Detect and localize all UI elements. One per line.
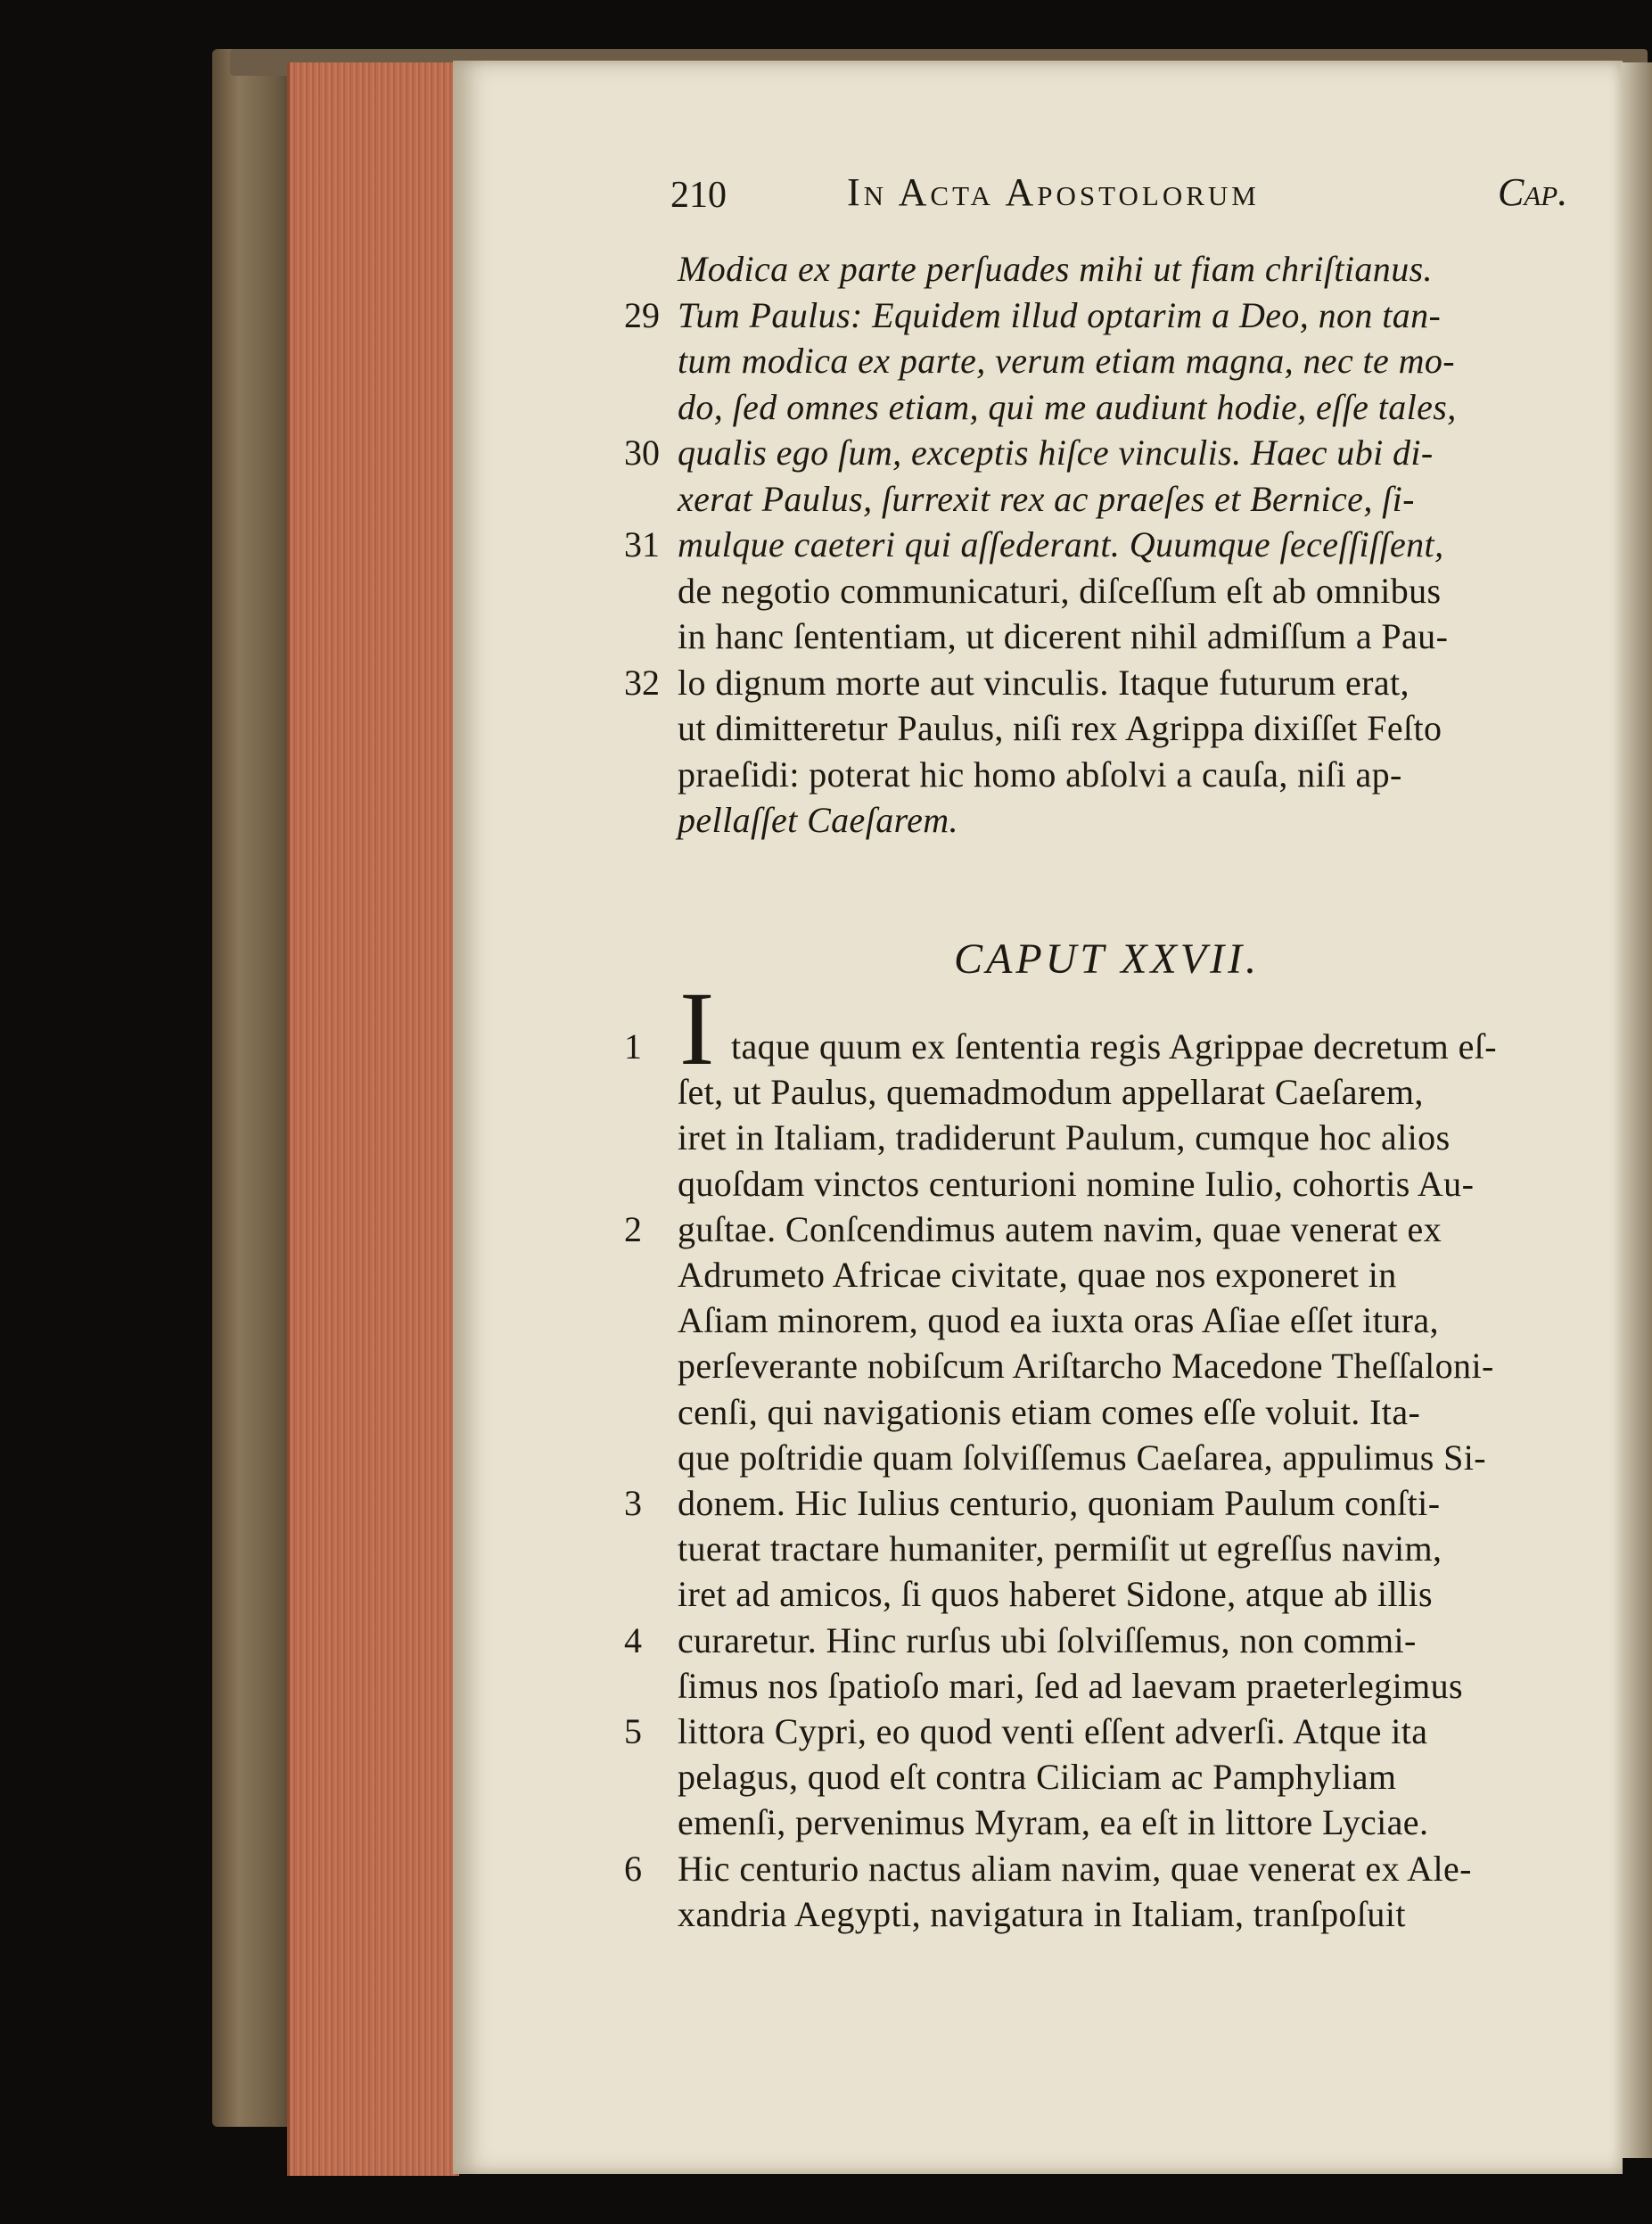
verse-number: 30 — [624, 432, 660, 473]
verse-number: 5 — [624, 1711, 642, 1751]
drop-cap: I — [679, 970, 715, 1087]
text-line: Adrumeto Africae civitate, quae nos exponeret in — [678, 1255, 1397, 1295]
verse-number: 2 — [624, 1208, 642, 1249]
text-line: taque quum ex ſententia regis Agrippae decretum eſ- — [731, 1026, 1497, 1067]
text-line: donem. Hic Iulius centurio, quoniam Paulum conſti- — [678, 1483, 1441, 1523]
text-line: in hanc ſententiam, ut dicerent nihil admiſſum a Pau- — [678, 616, 1449, 656]
text-line: qualis ego ſum, exceptis hiſce vinculis. Haec ubi di- — [678, 432, 1434, 473]
verse-number: 32 — [624, 662, 660, 703]
text-line: cenſi, qui navigationis etiam comes eſſe voluit. Ita- — [678, 1391, 1421, 1432]
text-line: praeſidi: poterat hic homo abſolvi a cauſa, niſi ap- — [678, 754, 1402, 795]
text-line: emenſi, pervenimus Myram, ea eſt in littore Lyciae. — [678, 1802, 1429, 1843]
text-line: pellaſſet Caeſarem. — [678, 800, 958, 840]
text-line: curaretur. Hinc rurſus ubi ſolviſſemus, non commi- — [678, 1619, 1417, 1660]
text-line: iret ad amicos, ſi quos haberet Sidone, atque ab illis — [678, 1574, 1433, 1615]
text-line: guſtae. Conſcendimus autem navim, quae venerat ex — [678, 1208, 1442, 1249]
text-line: do, ſed omnes etiam, qui me audiunt hodie, eſſe tales, — [678, 386, 1457, 427]
text-line: tuerat tractare humaniter, permiſit ut egreſſus navim, — [678, 1528, 1442, 1569]
text-line: ſet, ut Paulus, quemadmodum appellarat Caeſarem, — [678, 1072, 1424, 1113]
text-line: mulque caeteri qui aſſederant. Quumque ſeceſſiſſent, — [678, 524, 1444, 564]
text-line: ſimus nos ſpatioſo mari, ſed ad laevam praeterlegimus — [678, 1665, 1463, 1706]
running-cap: Cap. — [1498, 170, 1568, 214]
text-line: Aſiam minorem, quod ea iuxta oras Aſiae eſſet itura, — [678, 1300, 1439, 1341]
text-line: iret in Italiam, tradiderunt Paulum, cumque hoc alios — [678, 1117, 1451, 1158]
text-line: pelagus, quod eſt contra Ciliciam ac Pamphyliam — [678, 1757, 1397, 1798]
verse-number: 4 — [624, 1619, 642, 1660]
text-line: Modica ex parte perſuades mihi ut fiam chriſtianus. — [678, 249, 1433, 289]
text-line: tum modica ex parte, verum etiam magna, nec te mo- — [678, 341, 1455, 381]
text-line: de negotio communicaturi, diſceſſum eſt ab omnibus — [678, 570, 1442, 611]
text-line: Tum Paulus: Equidem illud optarim a Deo, non tan- — [678, 294, 1442, 335]
verse-number: 29 — [624, 294, 660, 335]
text-line: xerat Paulus, ſurrexit rex ac praeſes et Bernice, ſi- — [678, 478, 1415, 519]
page-edges — [287, 62, 459, 2176]
text-line: ut dimitteretur Paulus, niſi rex Agrippa dixiſſet Feſto — [678, 708, 1442, 748]
chapter-heading: CAPUT XXVII. — [954, 935, 1261, 983]
text-line: lo dignum morte aut vinculis. Itaque futurum erat, — [678, 662, 1410, 703]
page-number: 210 — [670, 175, 727, 216]
page-gutter — [1621, 62, 1652, 2158]
verse-number: 31 — [624, 524, 660, 564]
verse-number: 3 — [624, 1483, 642, 1523]
text-line: Hic centurio nactus aliam navim, quae venerat ex Ale- — [678, 1848, 1472, 1889]
verse-number: 1 — [624, 1026, 642, 1067]
text-line: quoſdam vinctos centurioni nomine Iulio, cohortis Au- — [678, 1163, 1475, 1204]
text-line: littora Cypri, eo quod venti eſſent adverſi. Atque ita — [678, 1711, 1428, 1751]
text-line: que poſtridie quam ſolviſſemus Caeſarea, appulimus Si- — [678, 1437, 1486, 1478]
text-line: perſeverante nobiſcum Ariſtarcho Macedone Theſſaloni- — [678, 1346, 1494, 1387]
running-title: In Acta Apostolorum — [847, 170, 1260, 214]
verse-number: 6 — [624, 1848, 642, 1889]
text-line: xandria Aegypti, navigatura in Italiam, tranſpoſuit — [678, 1893, 1406, 1934]
